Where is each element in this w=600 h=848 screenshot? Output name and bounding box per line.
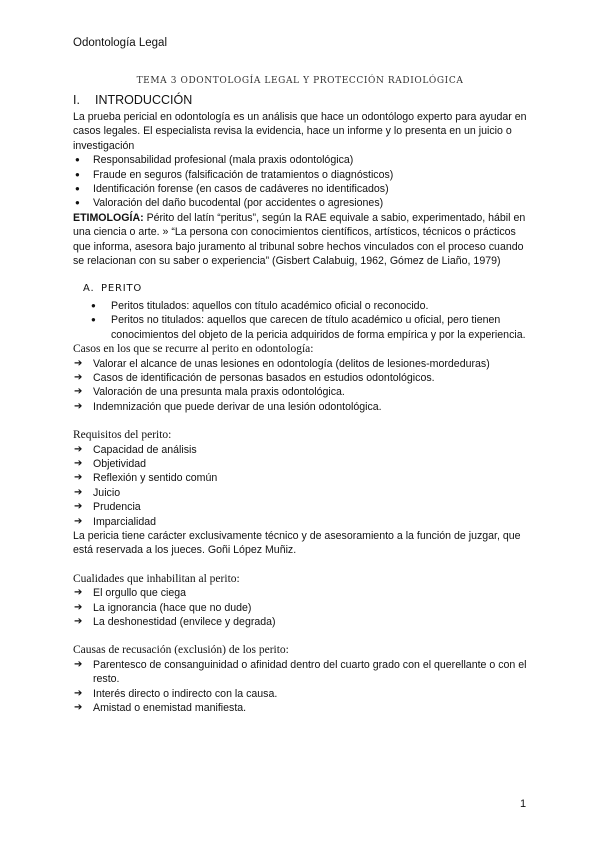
list-item: ➔ Capacidad de análisis [73, 443, 533, 457]
casos-heading: Casos en los que se recurre al perito en odontología: [73, 343, 314, 356]
pericia-paragraph: La pericia tiene carácter exclusivamente técnico y de asesoramiento a la función de juzgar, que está reservada a los jueces. Goñi López Muñiz. [73, 529, 521, 557]
list-item: ● Valoración del daño bucodental (por accidentes o agresiones) [73, 196, 533, 210]
document-body [73, 92, 533, 715]
requisitos-heading: Requisitos del perito: [73, 429, 172, 442]
list-item: ● Fraude en seguros (falsificación de tratamientos o diagnósticos) [73, 168, 533, 182]
casos-list [73, 357, 533, 415]
section-number: I. [73, 93, 80, 107]
list-item: ➔ Valorar el alcance de unas lesiones en odontología (delitos de lesiones-mordeduras) [73, 357, 533, 371]
subsection-title: PERITO [101, 283, 143, 295]
subsection-number: A. [83, 283, 95, 295]
section-heading-introduccion [73, 92, 533, 108]
section-title: INTRODUCCIÓN [95, 93, 193, 107]
list-item: ● Peritos no titulados: aquellos que carecen de título académico u oficial, pero tienen conocimientos del objeto de la pericia adquiridos de forma empírica y por la experiencia. [73, 313, 533, 342]
cualidades-list [73, 586, 533, 629]
causas-list [73, 658, 533, 716]
cualidades-heading: Cualidades que inhabilitan al perito: [73, 572, 240, 585]
requisitos-list [73, 443, 533, 529]
list-item: ➔ Reflexión y sentido común [73, 471, 533, 485]
list-item: ● Peritos titulados: aquellos con título académico oficial o reconocido. [73, 299, 533, 313]
subsection-heading-perito [83, 282, 533, 296]
list-item: ➔ Indemnización que puede derivar de una lesión odontológica. [73, 400, 533, 414]
page-number: 1 [520, 798, 527, 810]
list-item: ➔ La ignorancia (hace que no dude) [73, 601, 533, 615]
list-item: ● Responsabilidad profesional (mala praxis odontológica) [73, 153, 533, 167]
list-item: ➔ Objetividad [73, 457, 533, 471]
etymology-text: Périto del latín “peritus”, según la RAE equivale a sabio, experimentado, hábil en una ciencia o arte. » “La persona con conocimientos científicos, artísticos, técnicos o prácticos que informa, asesora bajo juramento al tribunal sobre hechos vinculados con el proceso cuando se relacionan con su saber o experiencia” (Gisbert Calabuig, 1962, Gómez de Liaño, 1979) [73, 211, 526, 268]
list-item: ➔ Imparcialidad [73, 515, 533, 529]
causas-heading: Causas de recusación (exclusión) de los perito: [73, 644, 289, 657]
list-item: ➔ El orgullo que ciega [73, 586, 533, 600]
list-item: ➔ La deshonestidad (envilece y degrada) [73, 615, 533, 629]
perito-types-list [73, 299, 533, 342]
list-item: ➔ Valoración de una presunta mala praxis odontológica. [73, 385, 533, 399]
list-item: ➔ Amistad o enemistad manifiesta. [73, 701, 533, 715]
intro-bullet-list [73, 153, 533, 211]
list-item: ➔ Interés directo o indirecto con la causa. [73, 687, 533, 701]
intro-paragraph: La prueba pericial en odontología es un análisis que hace un odontólogo experto para ayudar en casos legales. El especialista revisa la evidencia, hace un informe y lo presenta en un juicio o investigación [73, 111, 527, 152]
etymology-label: ETIMOLOGÍA: [73, 211, 144, 224]
list-item: ● Identificación forense (en casos de cadáveres no identificados) [73, 182, 533, 196]
etymology-paragraph [73, 211, 533, 269]
list-item: ➔ Juicio [73, 486, 533, 500]
page-header: Odontología Legal [73, 37, 167, 49]
list-item: ➔ Parentesco de consanguinidad o afinidad dentro del cuarto grado con el querellante o con el resto. [73, 658, 533, 687]
list-item: ➔ Casos de identificación de personas basados en estudios odontológicos. [73, 371, 533, 385]
list-item: ➔ Prudencia [73, 500, 533, 514]
document-title: TEMA 3 ODONTOLOGÍA LEGAL Y PROTECCIÓN RADIOLÓGICA [136, 76, 464, 86]
